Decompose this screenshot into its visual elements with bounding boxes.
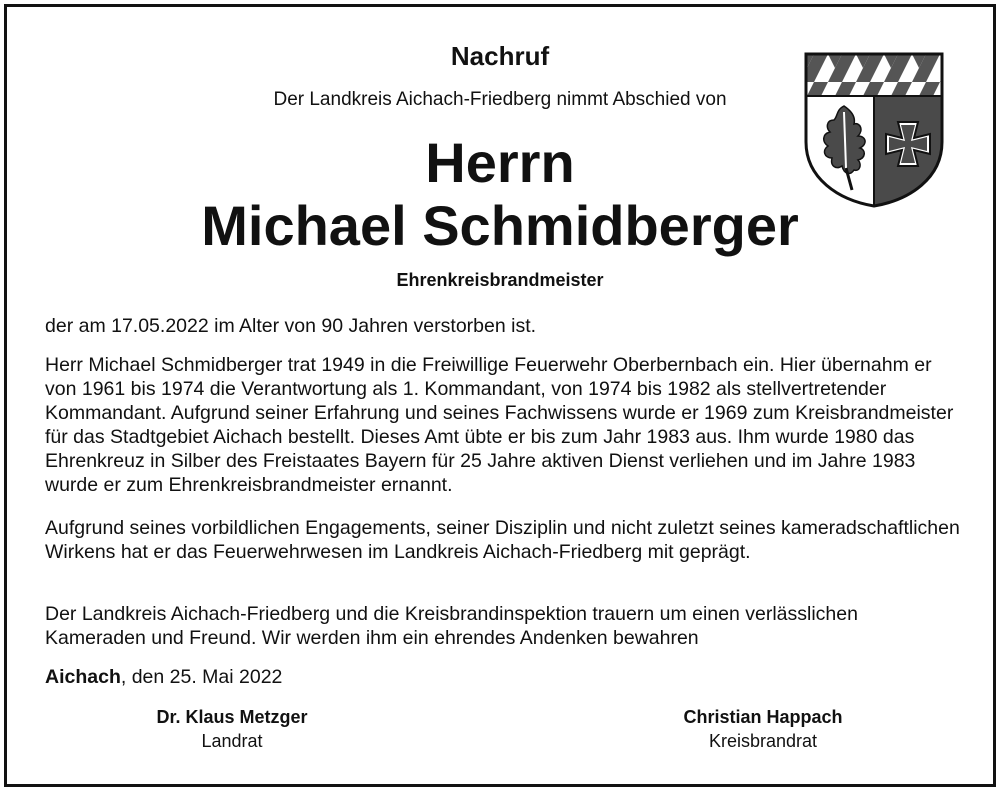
biography-paragraph: Herr Michael Schmidberger trat 1949 in die Freiwillige Feuerwehr Oberbernbach ein. Hier übernahm er von 1961 bis 1974 die Verantwortung als 1. Kommandant, von 1974 bis 1982 als stellvertretender Kommandant. Aufgrund seiner Erfahrung und seines Fachwissens wurde er 1969 zum Kreisbrandmeister für das Stadtgebiet Aichach bestellt. Dieses Amt übte er bis zum Jahr 1983 aus. Ihm wurde 1980 das Ehrenkreuz in Silber des Freistaates Bayern für 25 Jahre aktiven Dienst verliehen und im Jahre 1983 wurde er zum Ehrenkreisbrandmeister ernannt. bbox=[45, 354, 954, 496]
mourning-paragraph: Der Landkreis Aichach-Friedberg und die Kreisbrandinspektion trauern um einen verlässlichen Kameraden und Freund. Wir werden ihm ein ehrendes Andenken bewahren bbox=[45, 603, 858, 649]
signatory-role: Kreisbrandrat bbox=[708, 731, 818, 751]
signatory-name: Dr. Klaus Metzger bbox=[156, 707, 308, 727]
deceased-name: Michael Schmidberger bbox=[201, 194, 799, 257]
place-name: Aichach bbox=[45, 666, 121, 688]
deceased-rank: Ehrenkreisbrandmeister bbox=[396, 270, 604, 290]
date-text: , den 25. Mai 2022 bbox=[120, 666, 283, 688]
signatory-role: Landrat bbox=[201, 731, 263, 751]
coat-of-arms-icon bbox=[800, 50, 948, 208]
signatory-name: Christian Happach bbox=[683, 707, 843, 727]
deceased-salutation: Herrn bbox=[425, 131, 575, 194]
death-notice-line: der am 17.05.2022 im Alter von 90 Jahren verstorben ist. bbox=[45, 315, 537, 337]
signature-landrat bbox=[72, 705, 392, 753]
bavarian-lozenges bbox=[800, 54, 948, 96]
engagement-paragraph: Aufgrund seines vorbildlichen Engagements, seiner Disziplin und nicht zuletzt seines kameradschaftlichen Wirkens hat er das Feuerwehrwesen im Landkreis Aichach-Friedberg mit geprägt. bbox=[45, 517, 960, 563]
signature-kreisbrandrat bbox=[603, 705, 923, 753]
place-date-line bbox=[45, 665, 282, 689]
page-title: Nachruf bbox=[450, 41, 550, 71]
page-subtitle: Der Landkreis Aichach-Friedberg nimmt Abschied von bbox=[273, 89, 727, 110]
